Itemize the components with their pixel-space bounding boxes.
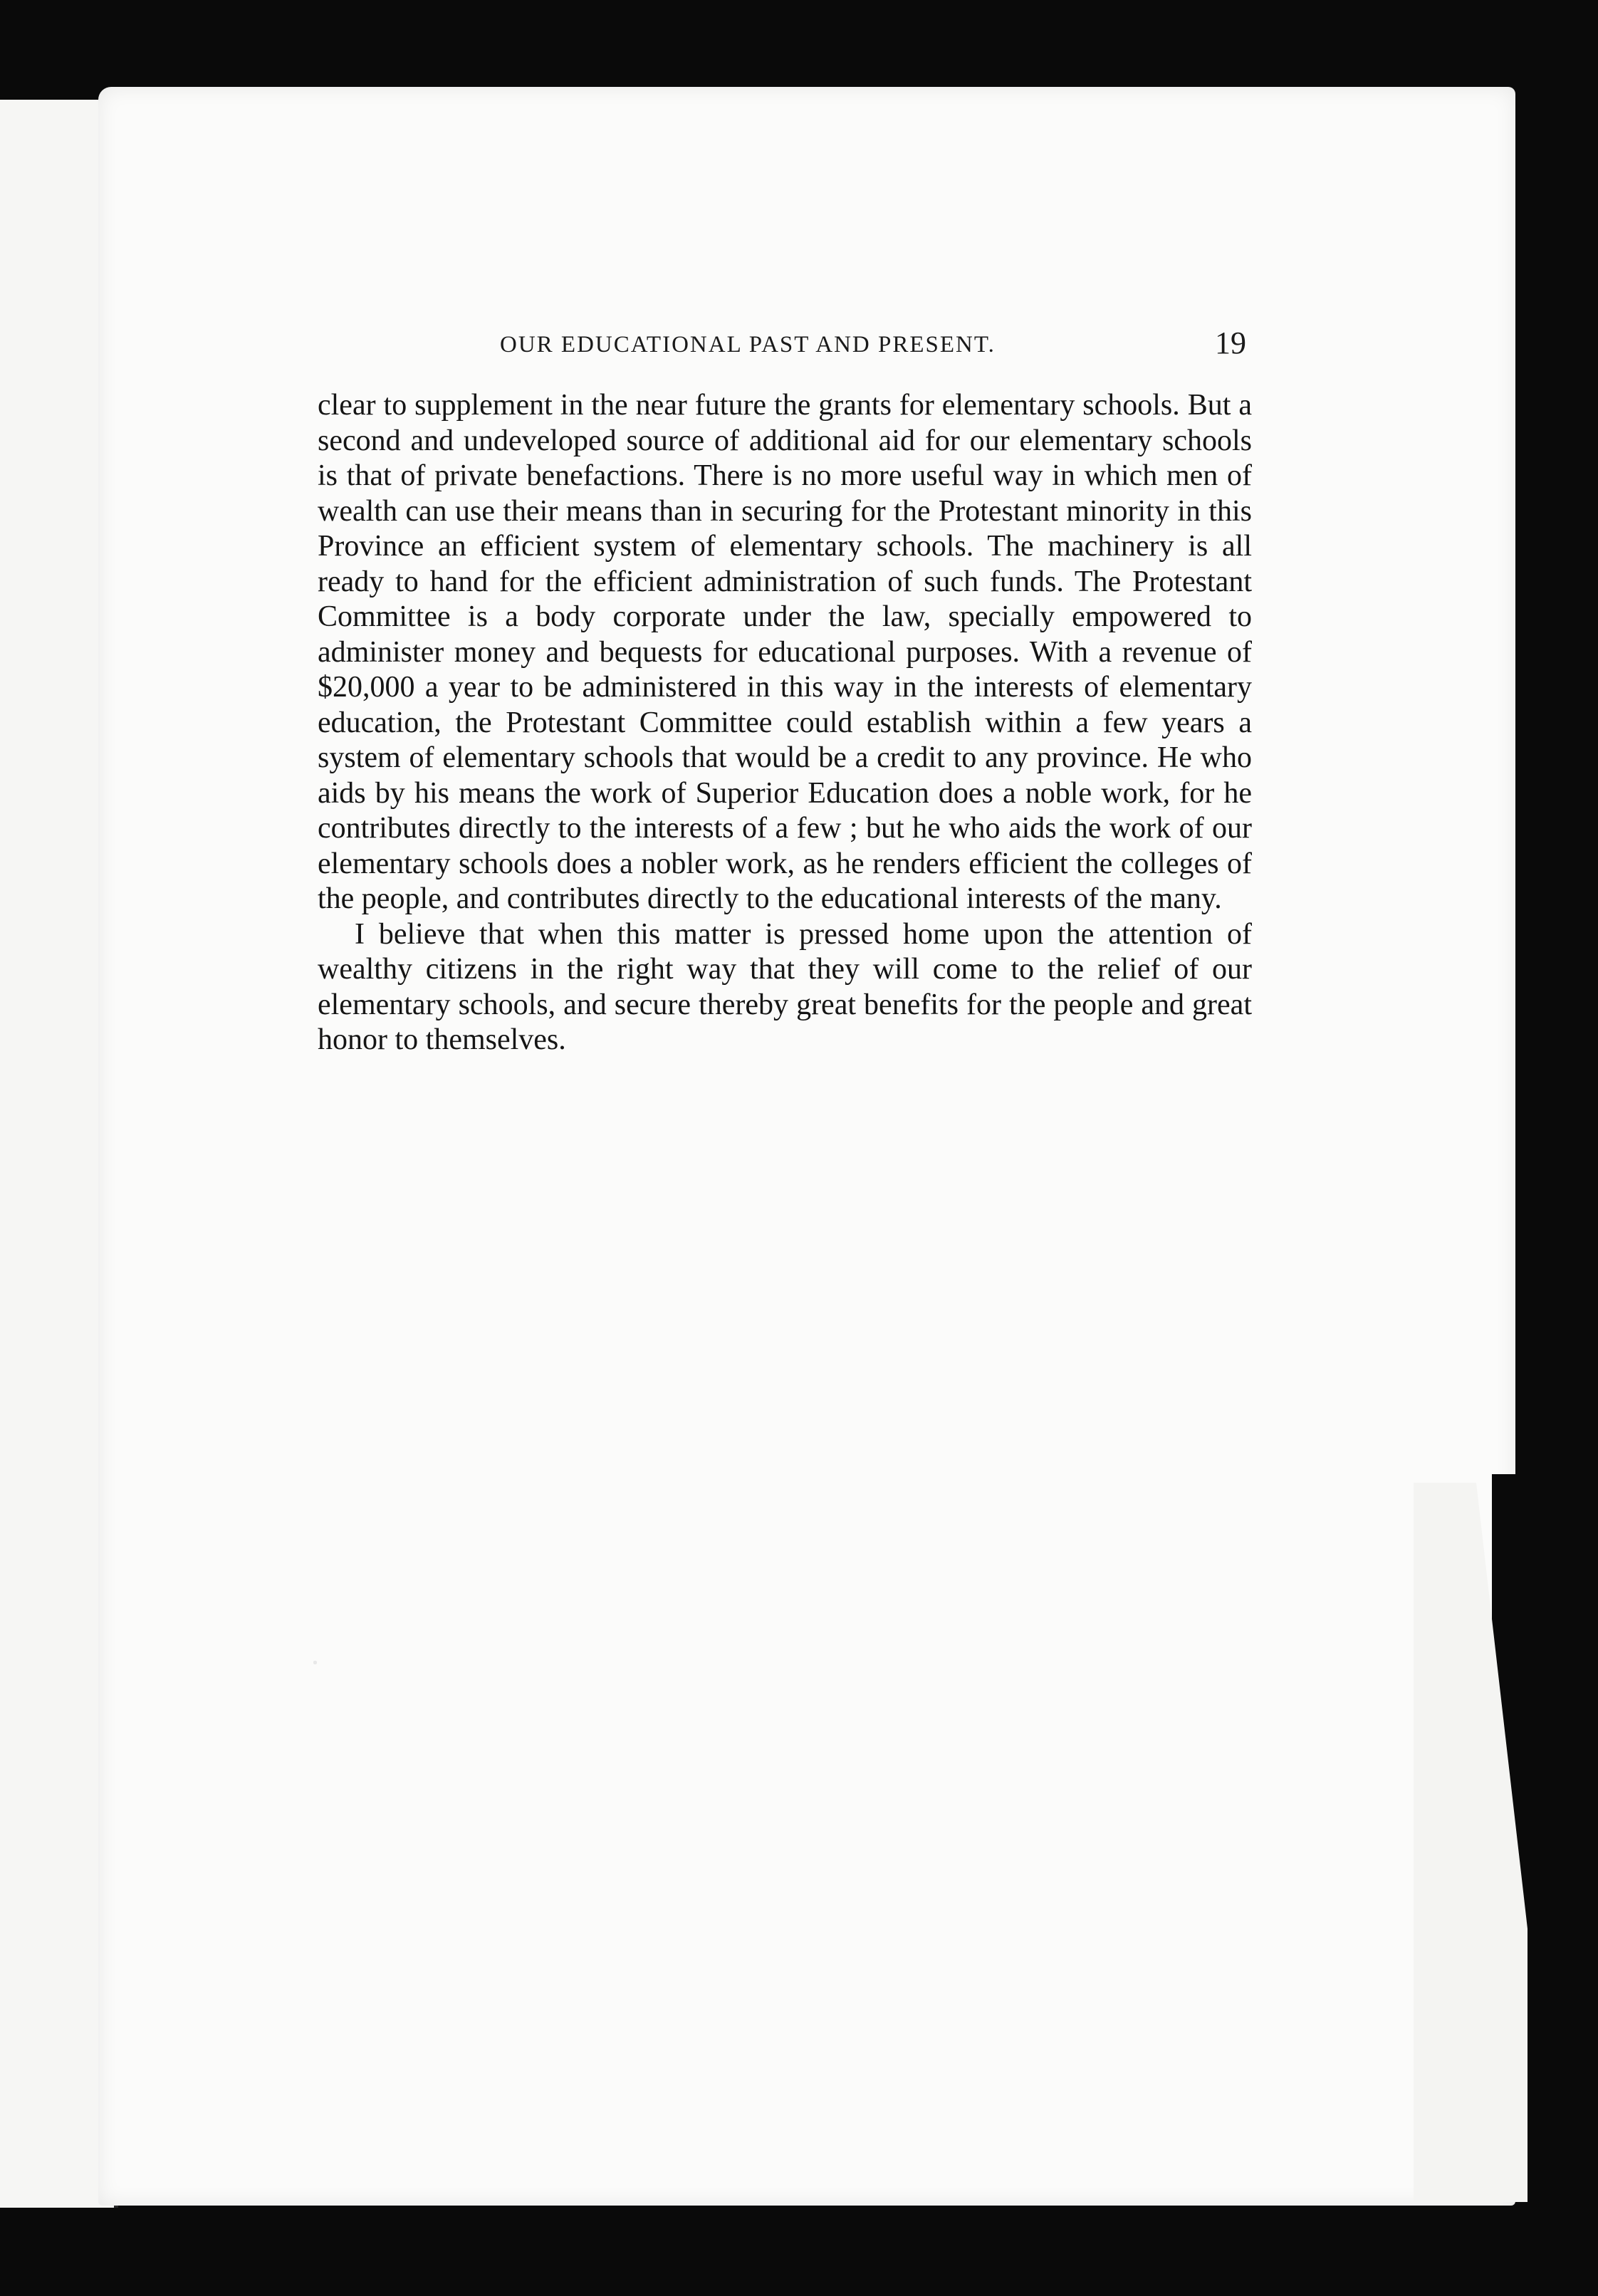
scan-speck [313, 1661, 317, 1664]
paragraph-1: clear to supplement in the near future the grants for elementary schools. But a second and undeveloped source of additional aid for our elementary schools is that of private benefactions. There is no more useful way in which men of wealth can use their means than in securing for the Protestant minority in this Province an efficient system of elementary schools. The machinery is all ready to hand for the efficient administration of such funds. The Protestant Committee is a body corporate under the law, specially empowered to administer money and bequests for educational purposes. With a revenue of $20,000 a year to be administered in this way in the interests of elementary education, the Protestant Committee could establish within a few years a system of elementary schools that would be a credit to any province. He who aids by his means the work of Superior Education does a noble work, for he contributes directly to the interests of a few ; but he who aids the work of our elementary schools does a nobler work, as he renders efficient the colleges of the people, and contributes directly to the educational interests of the many. [318, 389, 1252, 915]
paragraph-2: I believe that when this matter is pressed home upon the attention of wealthy citizens in the right way that they will come to the relief of our elementary schools, and secure thereby great benefits for the people and great honor to themselves. [318, 917, 1252, 1056]
page-number: 19 [1215, 325, 1246, 360]
running-title: OUR EDUCATIONAL PAST AND PRESENT. [500, 332, 996, 358]
running-head [313, 325, 1246, 367]
body-text [318, 388, 1252, 1058]
